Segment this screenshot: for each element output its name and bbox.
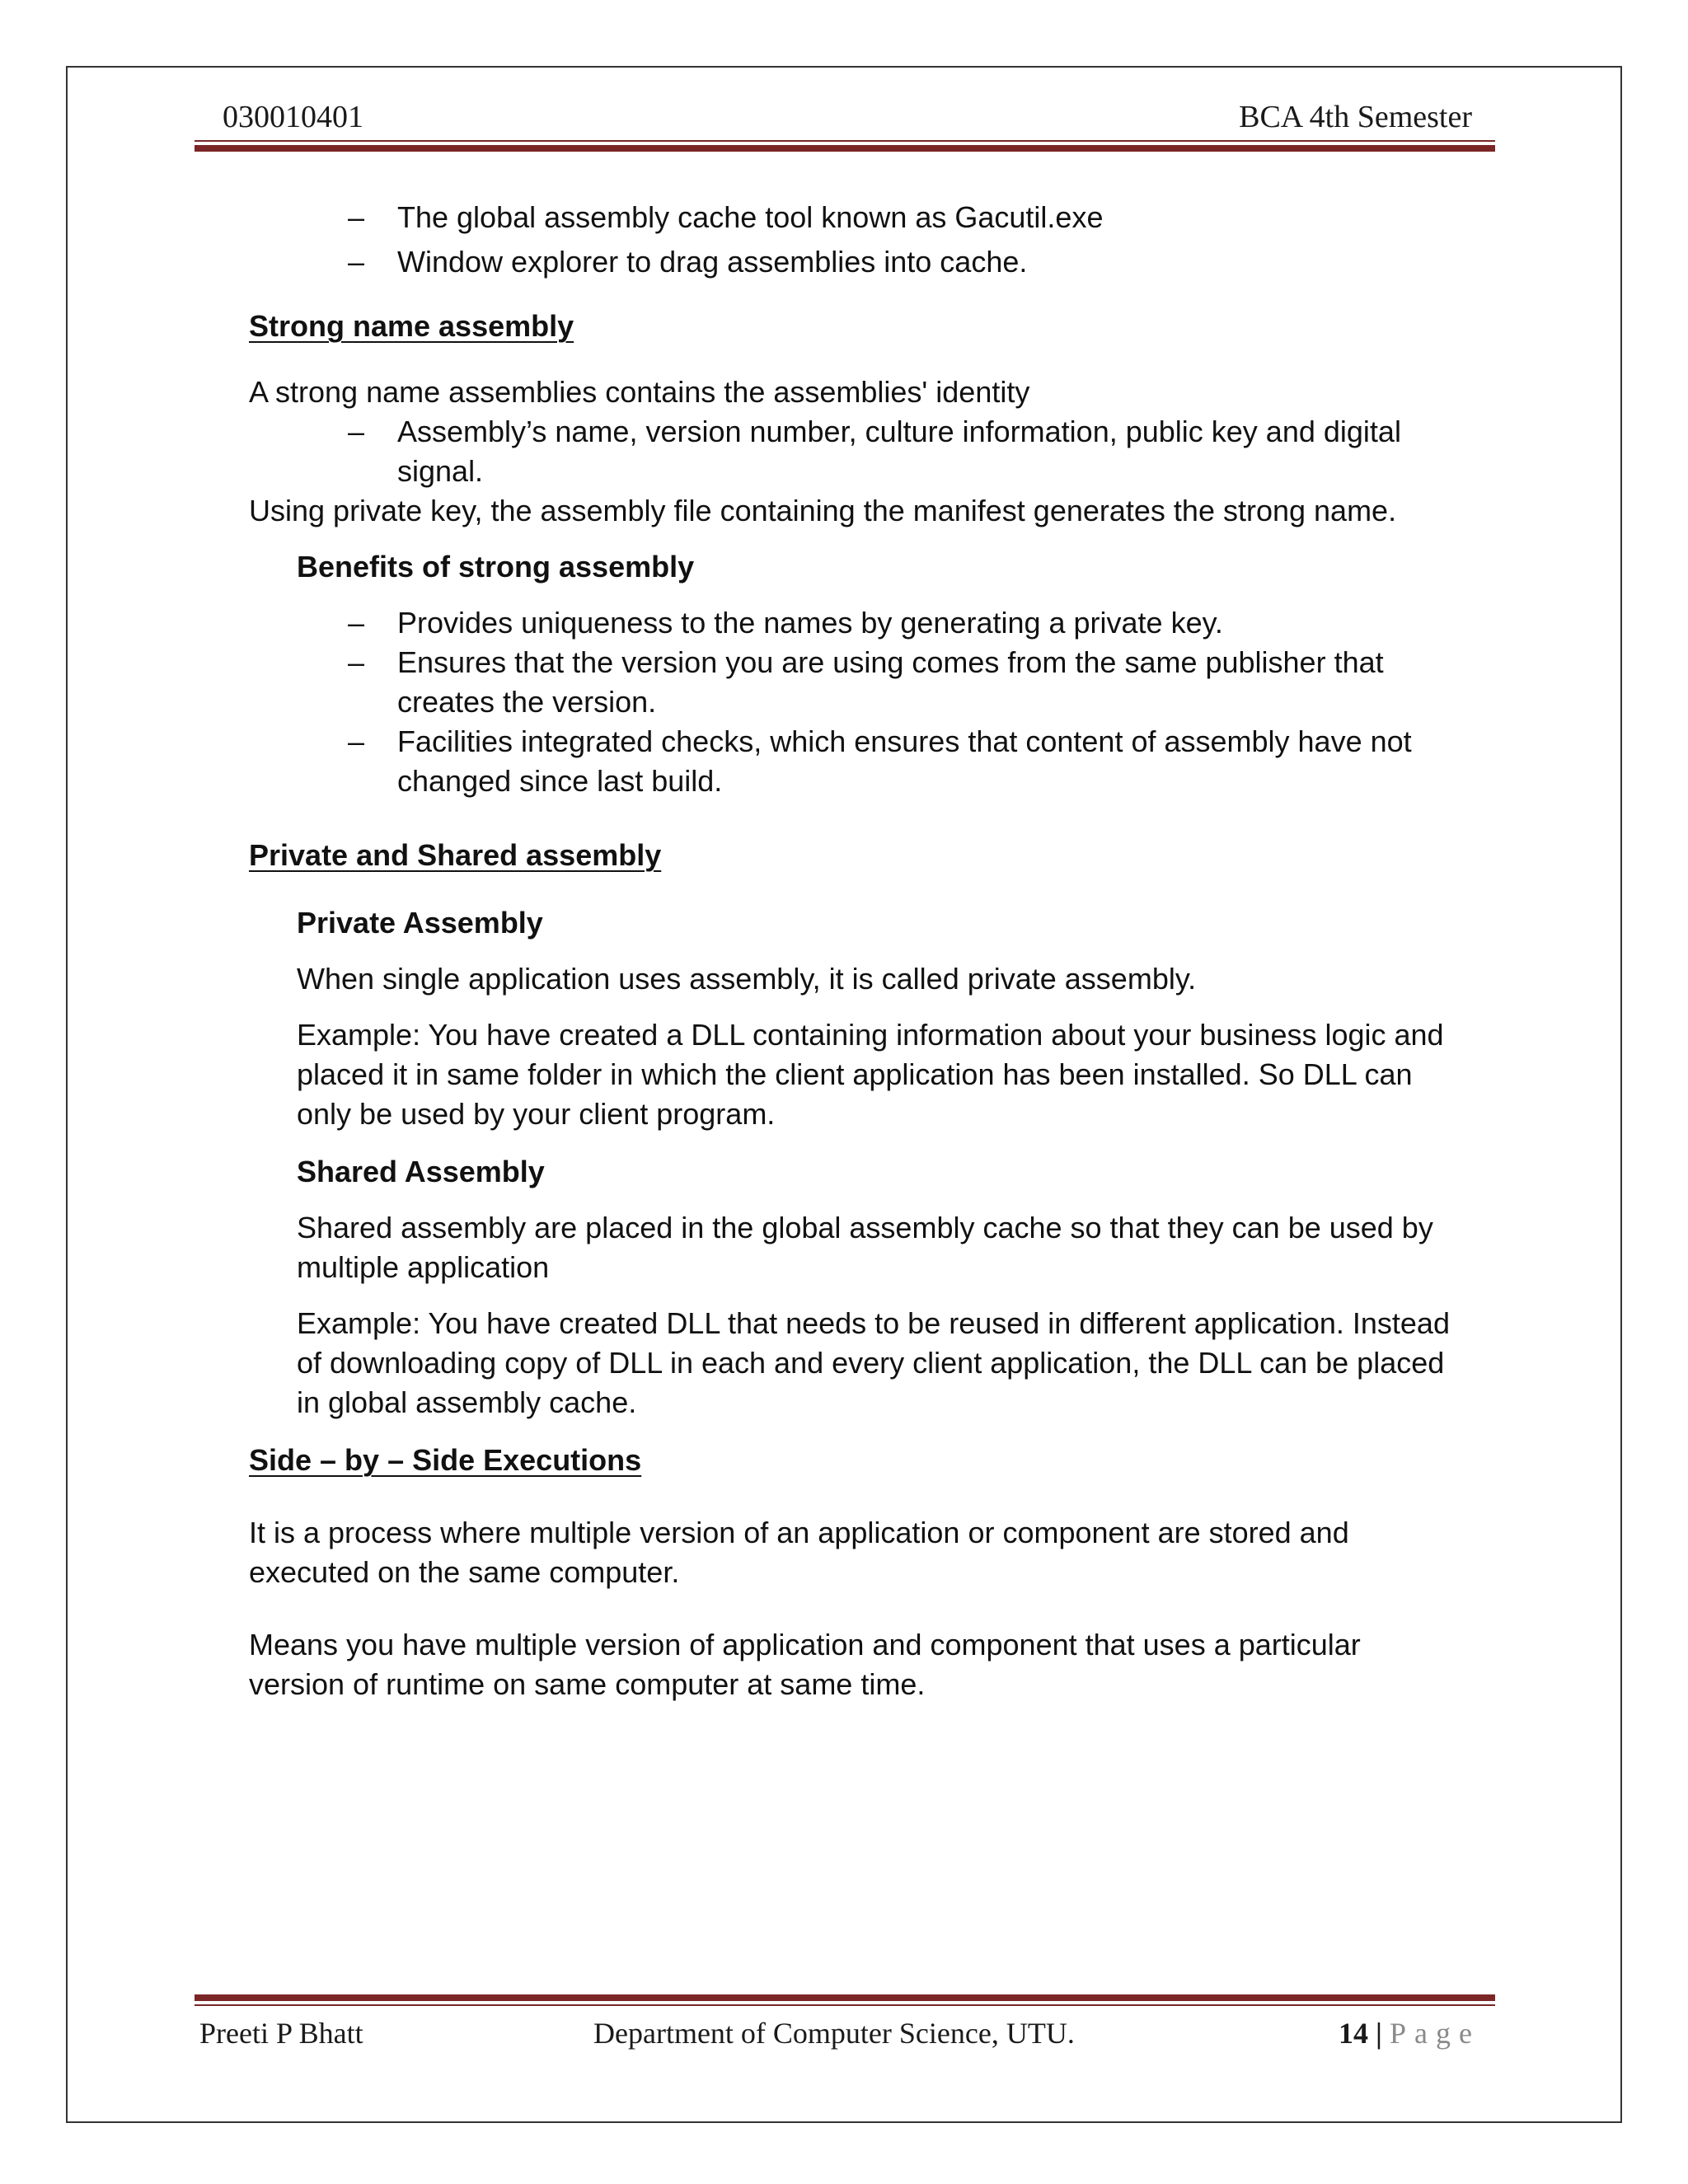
shared-example-line: in global assembly cache.: [297, 1385, 637, 1419]
header-rule-thin: [195, 140, 1495, 142]
dash-bullet: –: [348, 415, 365, 448]
private-example-line: Example: You have created a DLL containing information about your business logic and: [297, 1018, 1444, 1052]
header-course-code: 030010401: [223, 100, 363, 134]
footer-rule-thin: [195, 2004, 1495, 2006]
side-by-side-para2: version of runtime on same computer at same time.: [249, 1667, 926, 1701]
side-by-side-para1: executed on the same computer.: [249, 1555, 680, 1589]
header-rule-thick: [195, 145, 1495, 152]
strong-name-intro: A strong name assemblies contains the assemblies' identity: [249, 375, 1030, 409]
page-label: Page: [1389, 2017, 1480, 2050]
private-assembly-desc: When single application uses assembly, it is called private assembly.: [297, 962, 1197, 996]
section-heading-side-by-side: Side – by – Side Executions: [249, 1443, 642, 1477]
subheading-private-assembly: Private Assembly: [297, 906, 543, 940]
side-by-side-para1: It is a process where multiple version of an application or component are stored and: [249, 1516, 1349, 1549]
subheading-benefits: Benefits of strong assembly: [297, 550, 695, 583]
footer-department: Department of Computer Science, UTU.: [593, 2017, 1075, 2050]
page-number: 14: [1339, 2017, 1368, 2050]
footer-author: Preeti P Bhatt: [199, 2017, 363, 2050]
side-by-side-para2: Means you have multiple version of application and component that uses a particular: [249, 1628, 1361, 1661]
private-example-line: placed it in same folder in which the client application has been installed. So DLL can: [297, 1057, 1413, 1091]
private-example-line: only be used by your client program.: [297, 1097, 776, 1131]
subheading-shared-assembly: Shared Assembly: [297, 1155, 545, 1188]
strong-name-using-line: Using private key, the assembly file containing the manifest generates the strong name.: [249, 494, 1397, 527]
dash-bullet: –: [348, 200, 365, 234]
list-item-continuation: changed since last build.: [397, 764, 723, 798]
shared-desc-line: Shared assembly are placed in the global assembly cache so that they can be used by: [297, 1211, 1433, 1244]
footer-rule-thick: [195, 1994, 1495, 2001]
shared-example-line: Example: You have created DLL that needs to be reused in different application. Instead: [297, 1306, 1450, 1340]
list-item-continuation: signal.: [397, 454, 484, 488]
page-separator: |: [1376, 2017, 1382, 2050]
section-heading-strong-name: Strong name assembly: [249, 309, 574, 343]
section-heading-private-shared: Private and Shared assembly: [249, 838, 662, 872]
header-semester: BCA 4th Semester: [1239, 100, 1472, 134]
shared-example-line: of downloading copy of DLL in each and every client application, the DLL can be placed: [297, 1346, 1445, 1380]
shared-desc-line: multiple application: [297, 1250, 550, 1284]
dash-bullet: –: [348, 245, 365, 279]
dash-bullet: –: [348, 724, 365, 758]
dash-bullet: –: [348, 606, 365, 640]
list-item-continuation: creates the version.: [397, 685, 657, 719]
footer-page-indicator: [1339, 2016, 1480, 2050]
dash-bullet: –: [348, 645, 365, 679]
